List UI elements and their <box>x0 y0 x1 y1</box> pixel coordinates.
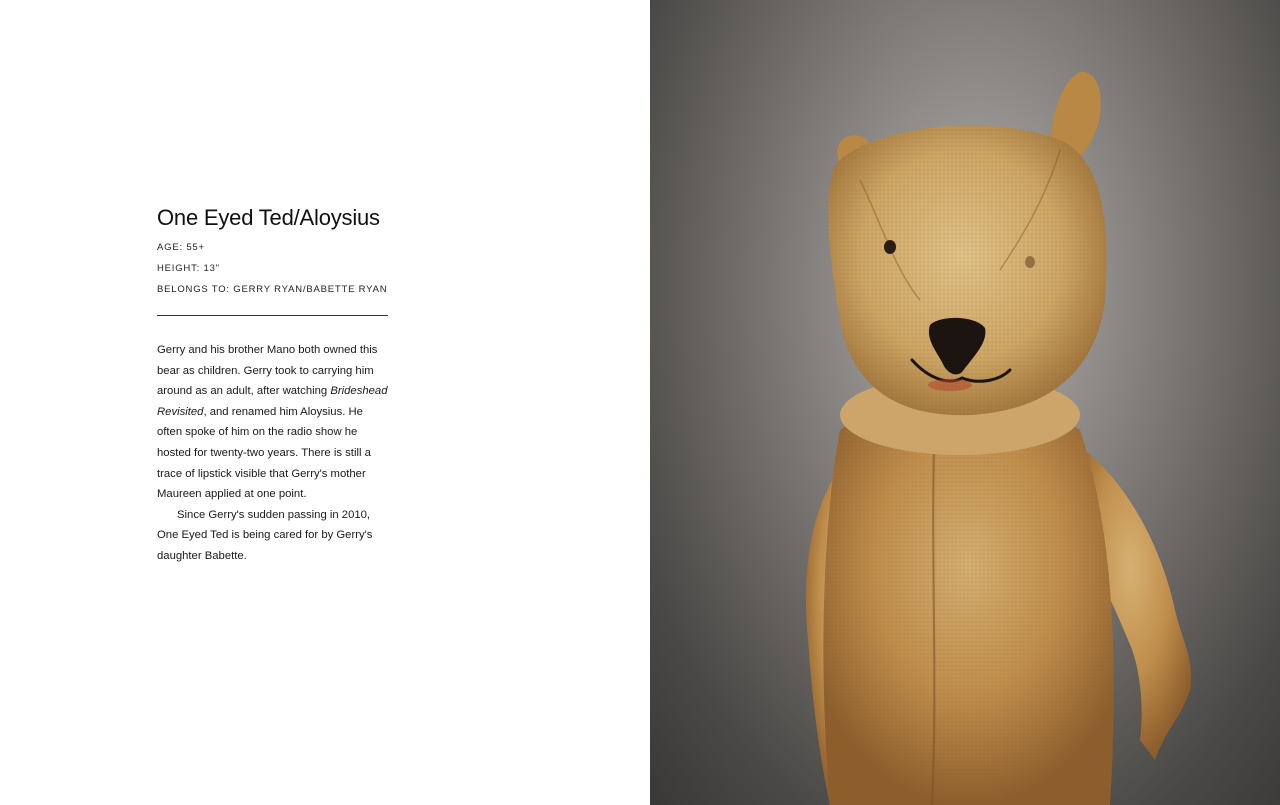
entry-age: AGE: 55+ <box>157 242 205 253</box>
story-p1-end: , and renamed him Aloysius. He often spoke of him on the radio show he hosted for twenty-two years. There is still a trace of lipstick visible that Gerry's mother Maureen applied at one point. <box>157 405 371 501</box>
teddy-bear-photo <box>650 0 1280 805</box>
story-text <box>157 340 389 567</box>
bear-eye <box>884 240 896 254</box>
bear-missing-eye <box>1025 256 1035 268</box>
teddy-bear-illustration <box>650 0 1280 805</box>
entry-height: HEIGHT: 13" <box>157 263 220 274</box>
entry-text-block <box>157 204 389 567</box>
story-paragraph-2: Since Gerry's sudden passing in 2010, One Eyed Ted is being cared for by Gerry's daughter Babette. <box>157 508 373 562</box>
divider-rule <box>157 315 388 316</box>
story-paragraph-1 <box>157 340 389 505</box>
entry-title: One Eyed Ted/Aloysius <box>157 205 380 230</box>
entry-owner: BELONGS TO: GERRY RYAN/BABETTE RYAN <box>157 284 388 295</box>
story-p1-start: Gerry and his brother Mano both owned this bear as children. Gerry took to carrying him around as an adult, after watching <box>157 344 378 398</box>
lipstick-trace <box>928 379 972 391</box>
story-p1-film-title: Brideshead Revisited <box>157 385 388 418</box>
